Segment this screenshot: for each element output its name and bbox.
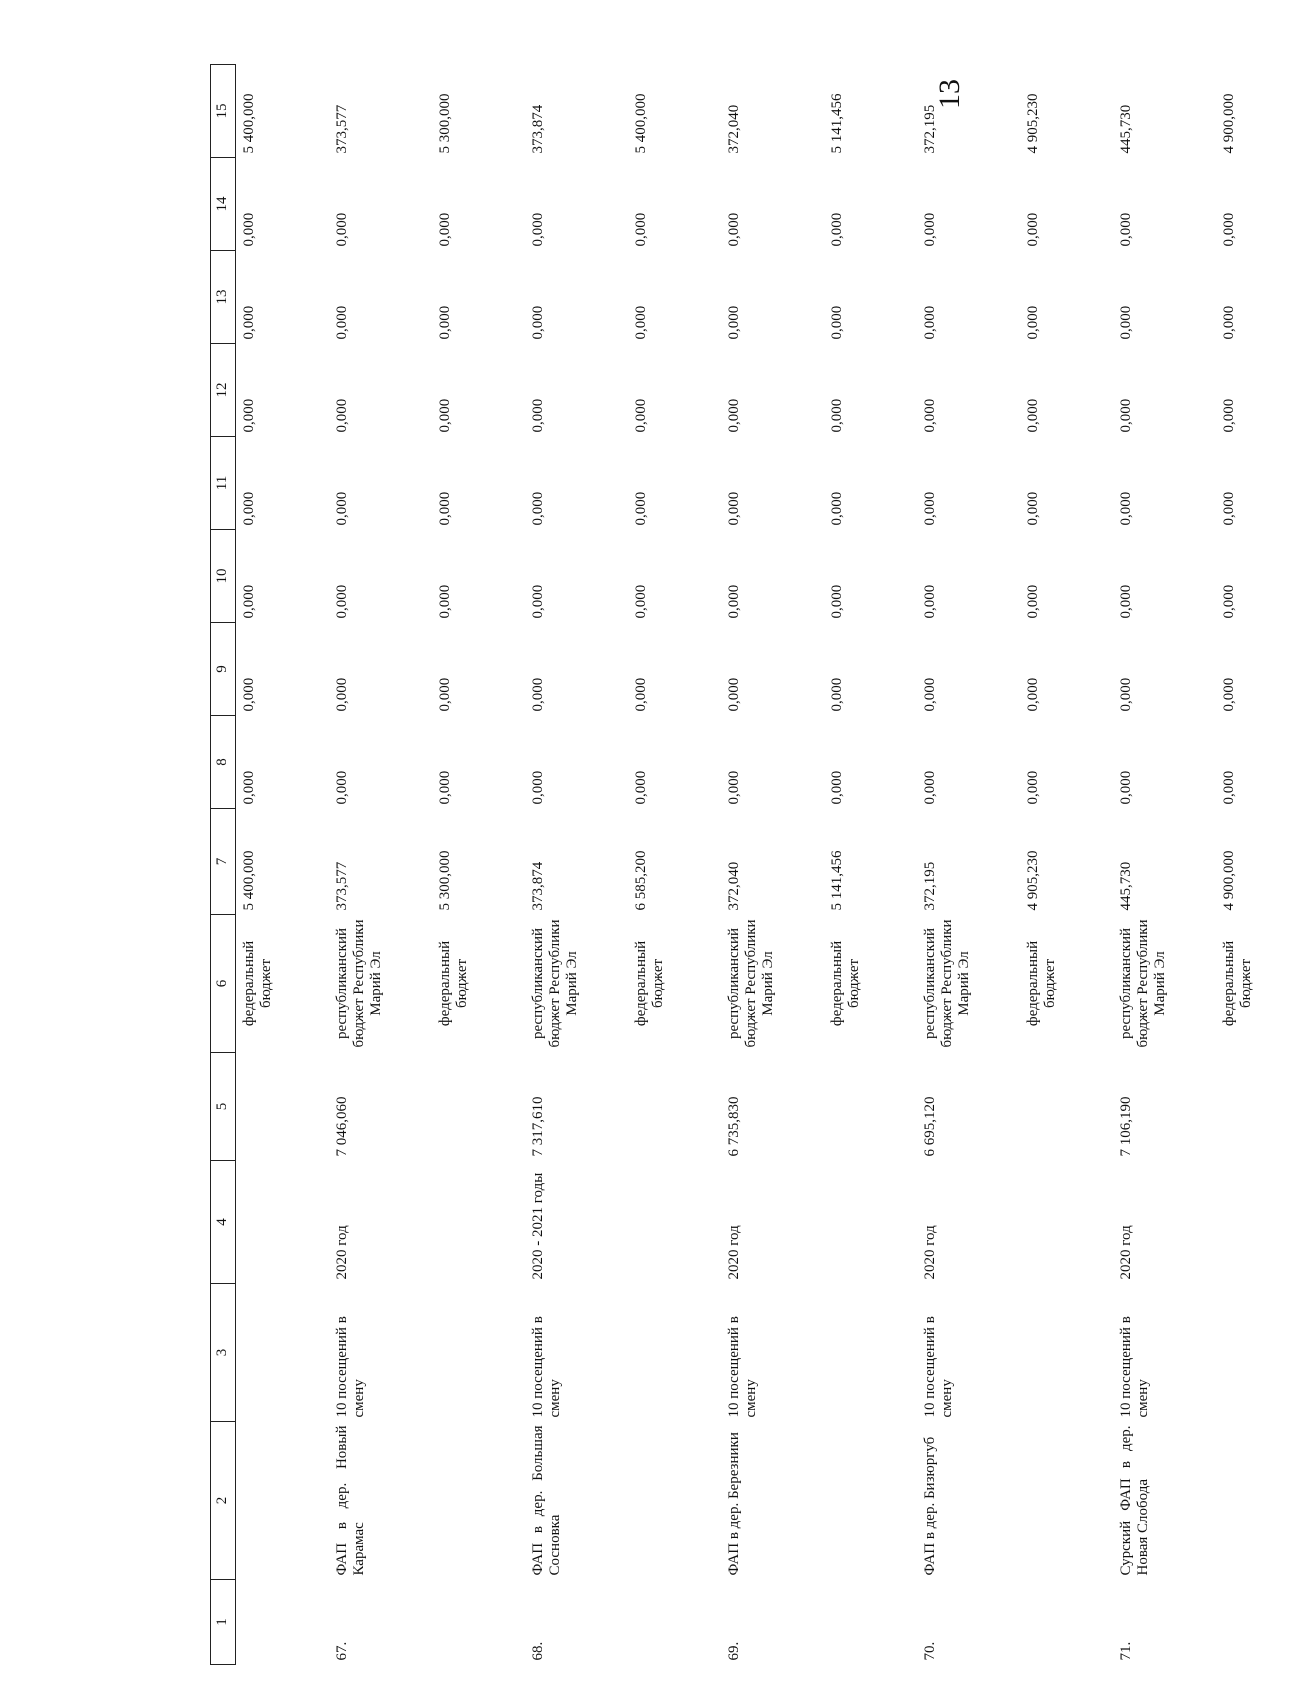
column-header-6: 6 — [211, 915, 236, 1053]
item-number-cell — [432, 1580, 510, 1665]
item-number-cell — [824, 1580, 902, 1665]
value-cell-col-7: 445,730 — [1117, 861, 1134, 911]
estimated-cost-cell — [1216, 1053, 1294, 1161]
column-header-13: 13 — [211, 251, 236, 344]
column-header-4: 4 — [211, 1161, 236, 1284]
value-cell-col-7: 5 141,456 — [828, 850, 845, 911]
value-cell-col-11: 0,000 — [1117, 491, 1134, 526]
value-cell-col-14: 0,000 — [436, 212, 453, 247]
value-cell-col-13: 0,000 — [1220, 305, 1237, 340]
estimated-cost-cell — [1020, 1053, 1098, 1161]
table-row — [510, 65, 628, 1665]
estimated-cost-cell: 7 046,060 — [333, 1096, 350, 1157]
value-cell-col-12: 0,000 — [828, 398, 845, 433]
value-cell-col-10: 0,000 — [828, 584, 845, 619]
value-cell-col-9: 0,000 — [333, 677, 350, 712]
period-cell — [432, 1161, 510, 1284]
value-cell-col-13: 0,000 — [436, 305, 453, 340]
period-cell: 2020 год — [1117, 1225, 1134, 1280]
value-cell-col-7: 373,874 — [529, 861, 546, 911]
facility-name-cell — [628, 1422, 706, 1580]
value-cell-col-11: 0,000 — [241, 491, 257, 526]
value-cell-col-9: 0,000 — [436, 677, 453, 712]
item-number-cell — [1216, 1580, 1294, 1665]
value-cell-col-11: 0,000 — [828, 491, 845, 526]
value-cell-col-14: 0,000 — [1117, 212, 1134, 247]
value-cell-col-8: 0,000 — [529, 770, 546, 805]
value-cell-col-8: 0,000 — [725, 770, 742, 805]
value-cell-col-9: 0,000 — [1117, 677, 1134, 712]
funding-source-cell: федеральный бюджет — [1220, 940, 1254, 1027]
value-cell-col-8: 0,000 — [436, 770, 453, 805]
table-row — [824, 65, 902, 1665]
period-cell — [628, 1161, 706, 1284]
estimated-cost-cell — [824, 1053, 902, 1161]
column-header-15: 15 — [211, 65, 236, 158]
value-cell-col-14: 0,000 — [1220, 212, 1237, 247]
facility-name-cell: ФАП в дер. Большая Сосновка — [529, 1425, 563, 1576]
value-cell-col-10: 0,000 — [1220, 584, 1237, 619]
value-cell-col-13: 0,000 — [828, 305, 845, 340]
column-header-3: 3 — [211, 1284, 236, 1422]
value-cell-col-15: 5 300,000 — [436, 93, 453, 154]
value-cell-col-7: 5 300,000 — [436, 850, 453, 911]
table-row — [1216, 65, 1294, 1665]
item-number-cell — [628, 1580, 706, 1665]
value-cell-col-9: 0,000 — [921, 677, 938, 712]
table-header-row — [211, 65, 236, 1665]
funding-source-cell: федеральный бюджет — [436, 940, 470, 1027]
value-cell-col-15: 4 905,230 — [1024, 93, 1041, 154]
facility-name-cell — [236, 1422, 314, 1580]
item-number-cell: 68. — [529, 1641, 546, 1661]
value-cell-col-13: 0,000 — [529, 305, 546, 340]
funding-source-cell: федеральный бюджет — [241, 940, 275, 1027]
value-cell-col-8: 0,000 — [632, 770, 649, 805]
value-cell-col-8: 0,000 — [828, 770, 845, 805]
value-cell-col-12: 0,000 — [725, 398, 742, 433]
value-cell-col-15: 4 900,000 — [1220, 93, 1237, 154]
value-cell-col-10: 0,000 — [333, 584, 350, 619]
facility-name-cell: ФАП в дер. Новый Карамас — [333, 1425, 367, 1576]
estimated-cost-cell: 6 735,830 — [725, 1096, 742, 1157]
facility-name-cell: ФАП в дер. Бизюргуб — [921, 1436, 938, 1576]
estimated-cost-cell: 7 317,610 — [529, 1096, 546, 1157]
value-cell-col-12: 0,000 — [632, 398, 649, 433]
table-row — [706, 65, 824, 1665]
value-cell-col-8: 0,000 — [1117, 770, 1134, 805]
value-cell-col-15: 372,195 — [921, 104, 938, 154]
funding-source-cell: республиканский бюджет Республики Марий Эл — [921, 919, 972, 1048]
value-cell-col-14: 0,000 — [632, 212, 649, 247]
period-cell: 2020 год — [333, 1225, 350, 1280]
period-cell: 2020 год — [921, 1225, 938, 1280]
estimated-cost-cell — [236, 1053, 314, 1161]
value-cell-col-15: 5 141,456 — [828, 93, 845, 154]
capacity-cell — [628, 1284, 706, 1422]
period-cell — [236, 1161, 314, 1284]
funding-source-cell: республиканский бюджет Республики Марий Эл — [529, 919, 580, 1048]
value-cell-col-8: 0,000 — [1220, 770, 1237, 805]
funding-source-cell: федеральный бюджет — [632, 940, 666, 1027]
capacity-cell — [824, 1284, 902, 1422]
value-cell-col-13: 0,000 — [1117, 305, 1134, 340]
value-cell-col-9: 0,000 — [828, 677, 845, 712]
value-cell-col-14: 0,000 — [529, 212, 546, 247]
value-cell-col-11: 0,000 — [436, 491, 453, 526]
period-cell — [1020, 1161, 1098, 1284]
value-cell-col-11: 0,000 — [333, 491, 350, 526]
column-header-7: 7 — [211, 809, 236, 915]
value-cell-col-11: 0,000 — [921, 491, 938, 526]
value-cell-col-15: 373,577 — [333, 104, 350, 154]
value-cell-col-12: 0,000 — [333, 398, 350, 433]
column-header-5: 5 — [211, 1053, 236, 1161]
column-header-10: 10 — [211, 530, 236, 623]
funding-source-cell: федеральный бюджет — [1024, 940, 1058, 1027]
column-header-11: 11 — [211, 437, 236, 530]
value-cell-col-12: 0,000 — [529, 398, 546, 433]
period-cell — [1216, 1161, 1294, 1284]
value-cell-col-15: 373,874 — [529, 104, 546, 154]
capacity-cell: 10 посещений в смену — [725, 1316, 759, 1418]
value-cell-col-10: 0,000 — [1117, 584, 1134, 619]
table-body — [236, 65, 1294, 1665]
value-cell-col-7: 372,040 — [725, 861, 742, 911]
value-cell-col-9: 0,000 — [529, 677, 546, 712]
value-cell-col-14: 0,000 — [333, 212, 350, 247]
value-cell-col-12: 0,000 — [436, 398, 453, 433]
facility-name-cell — [432, 1422, 510, 1580]
value-cell-col-10: 0,000 — [632, 584, 649, 619]
value-cell-col-7: 373,577 — [333, 861, 350, 911]
value-cell-col-13: 0,000 — [921, 305, 938, 340]
facility-name-cell — [1020, 1422, 1098, 1580]
capacity-cell: 10 посещений в смену — [333, 1316, 367, 1418]
value-cell-col-9: 0,000 — [1024, 677, 1041, 712]
period-cell: 2020 год — [725, 1225, 742, 1280]
page-number: 13 — [933, 79, 966, 109]
column-header-1: 1 — [211, 1580, 236, 1665]
value-cell-col-7: 4 905,230 — [1024, 850, 1041, 911]
facility-name-cell: ФАП в дер. Березники — [725, 1432, 742, 1576]
value-cell-col-8: 0,000 — [241, 770, 257, 805]
value-cell-col-10: 0,000 — [529, 584, 546, 619]
column-header-2: 2 — [211, 1422, 236, 1580]
value-cell-col-12: 0,000 — [921, 398, 938, 433]
value-cell-col-9: 0,000 — [1220, 677, 1237, 712]
estimated-cost-cell: 6 695,120 — [921, 1096, 938, 1157]
funding-source-cell: республиканский бюджет Республики Марий Эл — [333, 919, 384, 1048]
table-row — [236, 65, 314, 1665]
item-number-cell: 69. — [725, 1641, 742, 1661]
value-cell-col-11: 0,000 — [1220, 491, 1237, 526]
funding-source-cell: федеральный бюджет — [828, 940, 862, 1027]
value-cell-col-11: 0,000 — [1024, 491, 1041, 526]
value-cell-col-11: 0,000 — [725, 491, 742, 526]
value-cell-col-11: 0,000 — [632, 491, 649, 526]
period-cell: 2020 - 2021 годы — [529, 1172, 546, 1280]
value-cell-col-10: 0,000 — [921, 584, 938, 619]
value-cell-col-12: 0,000 — [241, 398, 257, 433]
value-cell-col-12: 0,000 — [1024, 398, 1041, 433]
value-cell-col-15: 372,040 — [725, 104, 742, 154]
estimated-cost-cell — [628, 1053, 706, 1161]
value-cell-col-10: 0,000 — [436, 584, 453, 619]
value-cell-col-12: 0,000 — [1220, 398, 1237, 433]
funding-source-cell: республиканский бюджет Республики Марий Эл — [1117, 919, 1168, 1048]
capacity-cell — [1020, 1284, 1098, 1422]
item-number-cell: 67. — [333, 1641, 350, 1661]
item-number-cell: 70. — [921, 1641, 938, 1661]
column-header-12: 12 — [211, 344, 236, 437]
facility-name-cell — [824, 1422, 902, 1580]
value-cell-col-13: 0,000 — [333, 305, 350, 340]
capacity-cell — [432, 1284, 510, 1422]
value-cell-col-7: 6 585,200 — [632, 850, 649, 911]
estimated-cost-cell — [432, 1053, 510, 1161]
table-row — [432, 65, 510, 1665]
table-row — [1020, 65, 1098, 1665]
value-cell-col-13: 0,000 — [725, 305, 742, 340]
value-cell-col-8: 0,000 — [921, 770, 938, 805]
value-cell-col-14: 0,000 — [828, 212, 845, 247]
estimated-cost-cell: 7 106,190 — [1117, 1096, 1134, 1157]
value-cell-col-9: 0,000 — [725, 677, 742, 712]
value-cell-col-13: 0,000 — [241, 305, 257, 340]
column-header-8: 8 — [211, 716, 236, 809]
value-cell-col-13: 0,000 — [632, 305, 649, 340]
item-number-cell — [236, 1580, 314, 1665]
value-cell-col-15: 445,730 — [1117, 104, 1134, 154]
budget-table — [210, 64, 1294, 1665]
value-cell-col-7: 5 400,000 — [241, 850, 257, 911]
capacity-cell: 10 посещений в смену — [529, 1316, 563, 1418]
facility-name-cell: Сурский ФАП в дер. Новая Слобода — [1117, 1425, 1151, 1576]
capacity-cell — [1216, 1284, 1294, 1422]
value-cell-col-13: 0,000 — [1024, 305, 1041, 340]
table-row — [902, 65, 1020, 1665]
item-number-cell — [1020, 1580, 1098, 1665]
value-cell-col-14: 0,000 — [921, 212, 938, 247]
value-cell-col-7: 372,195 — [921, 861, 938, 911]
capacity-cell: 10 посещений в смену — [921, 1316, 955, 1418]
funding-source-cell: республиканский бюджет Республики Марий Эл — [725, 919, 776, 1048]
table-row — [314, 65, 432, 1665]
value-cell-col-11: 0,000 — [529, 491, 546, 526]
period-cell — [824, 1161, 902, 1284]
value-cell-col-14: 0,000 — [241, 212, 257, 247]
value-cell-col-14: 0,000 — [725, 212, 742, 247]
rotated-table-container — [210, 65, 1254, 1665]
value-cell-col-14: 0,000 — [1024, 212, 1041, 247]
value-cell-col-12: 0,000 — [1117, 398, 1134, 433]
value-cell-col-10: 0,000 — [725, 584, 742, 619]
value-cell-col-9: 0,000 — [632, 677, 649, 712]
item-number-cell: 71. — [1117, 1641, 1134, 1661]
column-header-14: 14 — [211, 158, 236, 251]
capacity-cell: 10 посещений в смену — [1117, 1316, 1151, 1418]
value-cell-col-8: 0,000 — [333, 770, 350, 805]
value-cell-col-15: 5 400,000 — [632, 93, 649, 154]
value-cell-col-15: 5 400,000 — [241, 93, 257, 154]
table-row — [628, 65, 706, 1665]
facility-name-cell — [1216, 1422, 1294, 1580]
capacity-cell — [236, 1284, 314, 1422]
value-cell-col-9: 0,000 — [241, 677, 257, 712]
value-cell-col-10: 0,000 — [241, 584, 257, 619]
table-row — [1098, 65, 1216, 1665]
value-cell-col-8: 0,000 — [1024, 770, 1041, 805]
column-header-9: 9 — [211, 623, 236, 716]
value-cell-col-7: 4 900,000 — [1220, 850, 1237, 911]
value-cell-col-10: 0,000 — [1024, 584, 1041, 619]
